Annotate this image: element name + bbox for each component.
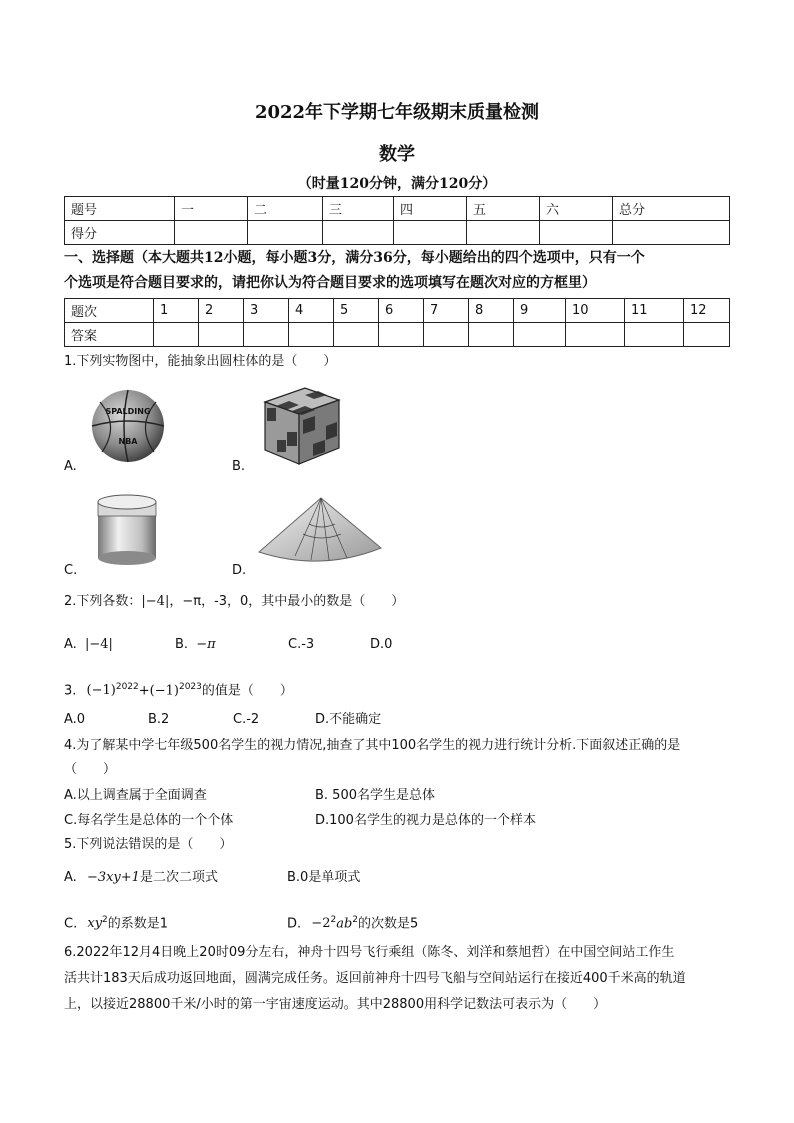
question-2-rest: ，−π，-3，0，其中最小的数是（ ）	[169, 594, 405, 609]
answer-cell[interactable]	[424, 323, 469, 347]
answer-cell[interactable]	[469, 323, 514, 347]
ball-brand-text: SPALDING	[105, 407, 151, 416]
answer-cell[interactable]	[379, 323, 424, 347]
q3-term1: (−1)	[86, 683, 116, 699]
table-cell: 五	[467, 197, 540, 221]
option-a-label: A.	[64, 459, 77, 474]
subject-title: 数学	[379, 144, 415, 165]
q2-option-d: D.0	[370, 637, 393, 652]
q5-option-d	[287, 911, 418, 933]
score-table-header-row	[65, 197, 730, 221]
score-cell[interactable]	[248, 221, 323, 245]
answer-cell[interactable]	[684, 323, 730, 347]
table-cell: 3	[244, 299, 289, 323]
score-cell[interactable]	[394, 221, 467, 245]
q5-option-a	[64, 869, 218, 887]
q5-option-d-variables: ab	[336, 916, 353, 932]
score-table-score-row	[65, 221, 730, 245]
table-cell: 六	[540, 197, 613, 221]
q5-option-c-text: 的系数是1	[107, 916, 169, 932]
score-cell[interactable]	[175, 221, 248, 245]
q3-plus: +	[138, 683, 150, 699]
rubiks-cube-image	[255, 384, 345, 466]
q5-option-a-label: A.	[64, 870, 77, 885]
table-cell: 4	[289, 299, 334, 323]
q4-option-d: D.100名学生的视力是总体的一个样本	[315, 813, 536, 828]
table-cell: 四	[394, 197, 467, 221]
q5-option-d-text: 的次数是5	[358, 916, 419, 932]
table-cell: 三	[323, 197, 394, 221]
ball-league-text: NBA	[118, 437, 138, 446]
q2-option-c: C.-3	[288, 637, 315, 652]
answer-cell[interactable]	[244, 323, 289, 347]
table-cell: 题号	[65, 197, 175, 221]
table-cell: 2	[199, 299, 244, 323]
q2-option-b-label: B.	[175, 637, 189, 652]
answer-table-header-row	[65, 299, 730, 323]
answer-cell[interactable]	[334, 323, 379, 347]
conical-hat-image	[255, 490, 385, 570]
question-2-stem	[64, 593, 404, 611]
q5-option-d-coefficient: −2	[311, 916, 331, 932]
answer-cell[interactable]	[514, 323, 566, 347]
q5-option-a-text: 是二次二项式	[139, 870, 218, 885]
score-table	[64, 196, 730, 245]
exam-title: 2022年下学期七年级期末质量检测	[254, 102, 540, 123]
q5-option-c-expression: xy	[87, 916, 103, 932]
q5-option-b: B.0是单项式	[287, 870, 361, 885]
exam-info: （时量120分钟，满分120分）	[297, 176, 497, 192]
option-c-label: C.	[64, 563, 78, 578]
q2-option-b	[175, 636, 216, 654]
section-heading-line1: 一、选择题（本大题共12小题，每小题3分，满分36分，每小题给出的四个选项中，只有一个	[64, 250, 645, 266]
q3-option-c: C.-2	[233, 712, 260, 727]
question-6-stem-line2: 活共计183天后成功返回地面，圆满完成任务。返回前神舟十四号飞船与空间站运行在接近400千米高的轨道	[64, 971, 686, 986]
answer-cell[interactable]	[199, 323, 244, 347]
answer-cell[interactable]	[154, 323, 199, 347]
question-6-stem-line1: 6.2022年12月4日晚上20时09分左右，神舟十四号飞行乘组（陈冬、刘洋和蔡旭哲）在中国空间站工作生	[64, 945, 675, 960]
answer-table-answer-row	[65, 323, 730, 347]
answer-cell[interactable]	[625, 323, 684, 347]
question-6-stem-line3: 上，以接近28800千米/小时的第一宇宙速度运动。其中28800用科学记数法可表示为（ ）	[64, 997, 607, 1012]
q2-option-a	[64, 636, 113, 654]
question-1-stem: 1.下列实物图中，能抽象出圆柱体的是（ ）	[64, 354, 337, 369]
score-cell[interactable]	[467, 221, 540, 245]
table-cell: 7	[424, 299, 469, 323]
q4-option-c: C.每名学生是总体的一个个体	[64, 813, 234, 828]
table-cell: 答案	[65, 323, 154, 347]
table-cell: 5	[334, 299, 379, 323]
q5-option-d-exponent1: 2	[330, 915, 337, 925]
table-cell: 题次	[65, 299, 154, 323]
table-cell: 11	[625, 299, 684, 323]
table-cell: 总分	[613, 197, 730, 221]
score-cell[interactable]	[613, 221, 730, 245]
question-3-stem	[64, 678, 293, 700]
question-3-number: 3.	[64, 683, 77, 699]
score-cell[interactable]	[323, 221, 394, 245]
option-b-label: B.	[232, 459, 246, 474]
option-d-label: D.	[232, 563, 247, 578]
q3-option-a: A.0	[64, 712, 86, 727]
answer-table	[64, 298, 730, 347]
q2-option-a-label: A.	[64, 637, 77, 652]
table-cell: 8	[469, 299, 514, 323]
table-cell: 二	[248, 197, 323, 221]
q3-option-d: D.不能确定	[315, 712, 382, 727]
q5-option-c-label: C.	[64, 916, 78, 932]
q3-option-b: B.2	[148, 712, 170, 727]
table-cell: 得分	[65, 221, 175, 245]
table-cell: 9	[514, 299, 566, 323]
q5-option-a-expression: −3xy+1	[86, 870, 140, 885]
table-cell: 10	[566, 299, 625, 323]
question-4-stem-line2: （ ）	[64, 762, 117, 777]
q5-option-d-exponent2: 2	[352, 915, 359, 925]
answer-cell[interactable]	[566, 323, 625, 347]
q3-exponent1: 2022	[115, 682, 139, 692]
question-4-stem-line1: 4.为了解某中学七年级500名学生的视力情况,抽查了其中100名学生的视力进行统计分析.下面叙述正确的是	[64, 738, 681, 753]
q2-option-b-value: −π	[196, 637, 216, 652]
table-cell: 一	[175, 197, 248, 221]
score-cell[interactable]	[540, 221, 613, 245]
q5-option-d-label: D.	[287, 916, 302, 932]
cylinder-cup-image	[92, 492, 162, 568]
q5-option-c	[64, 911, 168, 933]
q4-option-a: A.以上调查属于全面调查	[64, 788, 207, 803]
question-2-abs-value: |−4|	[141, 594, 170, 609]
table-cell: 6	[379, 299, 424, 323]
q4-option-b: B. 500名学生是总体	[315, 788, 435, 803]
question-5-stem: 5.下列说法错误的是（ ）	[64, 837, 233, 852]
section-heading-line2: 个选项是符合题目要求的，请把你认为符合题目要求的选项填写在题次对应的方框里）	[64, 275, 596, 291]
q5-option-c-exponent: 2	[102, 915, 108, 925]
table-cell: 1	[154, 299, 199, 323]
question-2-prefix: 2.下列各数：	[64, 594, 142, 609]
basketball-image	[90, 388, 166, 464]
question-3-rest: 的值是（ ）	[201, 683, 293, 699]
q3-exponent2: 2023	[178, 682, 202, 692]
table-cell: 12	[684, 299, 730, 323]
answer-cell[interactable]	[289, 323, 334, 347]
q2-option-a-value: |−4|	[84, 637, 113, 652]
q3-term2: (−1)	[149, 683, 179, 699]
